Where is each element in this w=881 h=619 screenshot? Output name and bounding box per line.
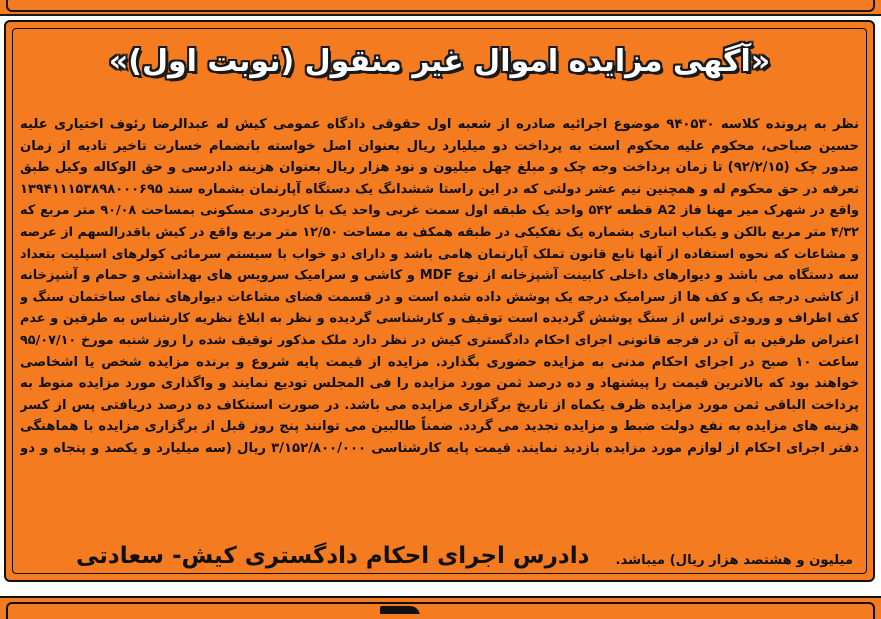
body-last-line: میلیون و هشتصد هزار ریال) میباشد. bbox=[615, 553, 853, 568]
body-line: ۴/۳۲ متر مربع بالکن و یکباب انباری بشماره یک تفکیکی در طبقه همکف به مساحت ۱۲/۵۰ متر مربع واقع در کیش باقدرالسهم از عرصه bbox=[20, 224, 859, 240]
body-line: واقع در شهرک میر مهنا فاز A2 قطعه ۵۴۲ واحد یک طبقه اول سمت غربی واحد یک با کاربردی مسکونی بمساحت ۹۰/۰۸ متر مربع که bbox=[20, 203, 859, 219]
body-line: ساعت ۱۰ صبح در اجرای احکام مدنی به مزایده حضوری بگذارد. مزایده از قیمت پایه شروع و برنده مزایده شخص یا اشخاصی bbox=[20, 354, 859, 370]
body-line: و مشاعات که نحوه استفاده از آنها تابع قانون تملک آپارتمان هامی باشد و دارای دو خواب با سیستم سرمائی کولرهای اسپلیت بتعداد bbox=[20, 246, 859, 262]
body-line: اعتراض طرفین به آن در فرجه قانونی اجرای احکام دادگستری کیش در نظر دارد ملک مذکور توقیف شده را روز شنبه مورخ ۹۵/۰۷/۱۰ bbox=[20, 332, 859, 348]
next-notice-strip bbox=[0, 596, 881, 619]
body-line: صدور چک (۹۲/۲/۱۵) تا زمان پرداخت وجه چک و مبلغ چهل میلیون و نود هزار ریال بعنوان هزینه دادرسی و حق الوکاله وکیل طبق bbox=[20, 160, 859, 176]
notice-body bbox=[20, 114, 859, 460]
body-line: تعرفه در حق محکوم له و همچنین نیم عشر دولتی که در این راستا ششدانگ یک دستگاه آپارتمان بشماره سند ۱۳۹۴۱۱۱۵۳۸۹۸۰۰۰۶۹۵ bbox=[20, 181, 859, 197]
body-line: حسین صباحی، محکوم علیه محکوم است به پرداخت دو میلیارد ریال بعنوان اصل خواسته بانضمام خسارت تاخیر تادیه از زمان bbox=[20, 138, 859, 154]
body-line: نظر به پرونده کلاسه ۹۴۰۵۳۰ موضوع اجرائیه صادره از شعبه اول حقوقی دادگاه عمومی کیش له عبدالرضا رئوف اختیاری علیه bbox=[20, 117, 859, 132]
body-line: سه دستگاه می باشد و دیوارهای داخلی کابینت آشپزخانه از نوع MDF و کاشی و سرامیک سرویس های بهداشتی و حمام و آشپزخانه bbox=[20, 268, 859, 284]
body-line: کف اطراف و ورودی تراس از سنگ پوشش گردیده است توقیف و کارشناسی گردیده و نظر به ابلاغ نظریه کارشناس به طرفین و عدم bbox=[20, 311, 859, 327]
body-line: از کاشی درجه یک و کف ها از سرامیک درجه یک پوشش داده شده است و در قسمت فضای مشاعات دیوارهای نمای ساختمان سنگ و bbox=[20, 289, 859, 305]
signature: دادرس اجرای احکام دادگستری کیش- سعادتی bbox=[76, 543, 590, 569]
body-line: خواهند بود که بالاترین قیمت را پیشنهاد و ده درصد ثمن مورد مزایده را فی المجلس تودیع نمایند و واگذاری مورد مزایده منوط به bbox=[20, 376, 859, 392]
body-line: دفتر اجرای احکام از لوازم مورد مزایده بازدید نمایند. قیمت پایه کارشناسی ۳/۱۵۲/۸۰۰/۰۰۰ ریال (سه میلیارد و یکصد و پنجاه و دو bbox=[20, 440, 859, 456]
cropped-heading-fragment bbox=[310, 600, 460, 614]
auction-notice-box bbox=[4, 20, 875, 582]
previous-notice-strip bbox=[0, 0, 881, 16]
notice-title: «آگهی مزایده اموال غیر منقول (نوبت اول)» bbox=[108, 44, 771, 79]
body-line: هزینه های مزایده به نفع دولت ضبط و مزایده تجدید می گردد. ضمناً طالبین می توانند پنج روز قبل از برگزاری مزایده با هماهنگی bbox=[20, 419, 859, 435]
body-line: پرداخت الباقی ثمن مورد مزایده ظرف یکماه از تاریخ برگزاری مزایده می باشد. در صورت استنکاف ده درصد دریافتی پس از کسر bbox=[20, 397, 859, 413]
